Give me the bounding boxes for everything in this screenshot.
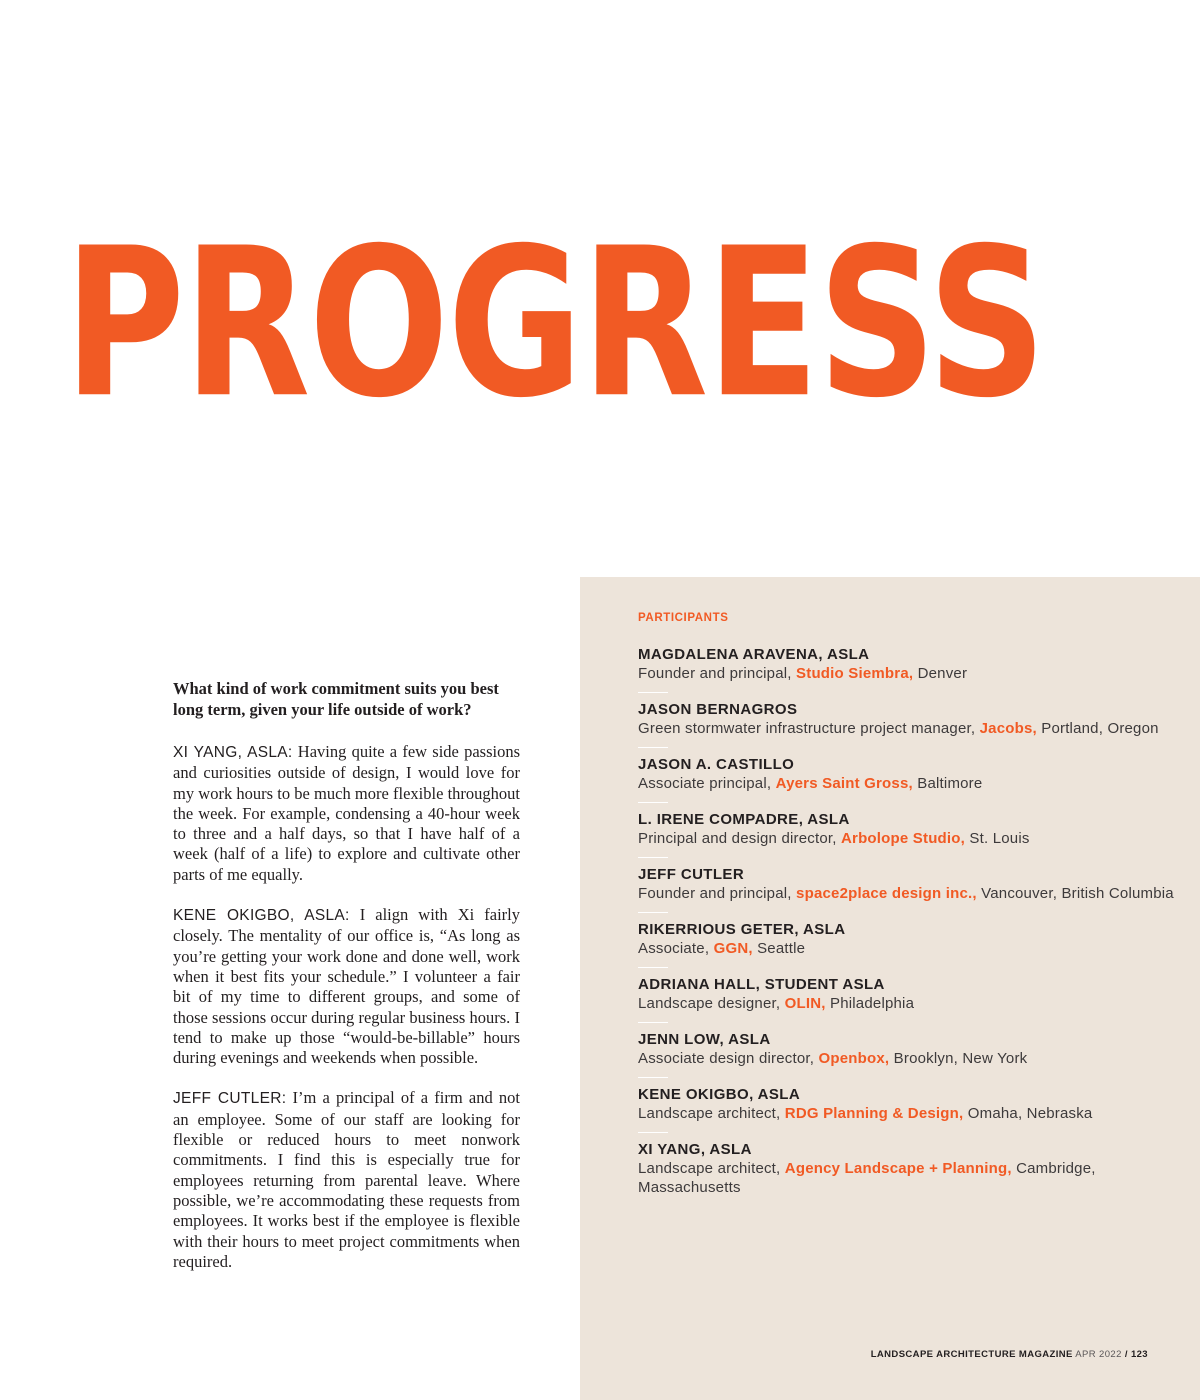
participant-firm: GGN, [713,940,753,957]
participant-name: L. IRENE COMPADRE, ASLA [638,811,850,828]
participant-name: JASON BERNAGROS [638,701,798,718]
participant-name: MAGDALENA ARAVENA, ASLA [638,646,870,663]
divider [638,912,668,913]
divider [638,1132,668,1133]
answer-text: I align with Xi fairly closely. The mentality of our office is, “As long as you’re getting your work done and done well, work when it best fits your schedule.” I volunteer a fair bit of my time to different groups, and some of those sessions occur during regular business hours. I tend to make up those “would-be-billable” hours during evenings and weekends when possible. [173,905,520,1068]
participant-name: ADRIANA HALL, STUDENT ASLA [638,976,885,993]
issue-date: APR 2022 [1075,1349,1122,1360]
participant-location: Brooklyn, New York [893,1050,1028,1067]
page-footer [871,1349,1148,1360]
participant-firm: RDG Planning & Design, [784,1105,964,1122]
participants-list [638,646,1178,1197]
participant-entry [638,1077,1178,1123]
article-body [173,678,520,1292]
participant-firm: Arbolope Studio, [841,830,966,847]
participant-entry [638,692,1178,738]
participant-description [638,1049,1178,1068]
divider [638,802,668,803]
divider [638,747,668,748]
participant-description [638,884,1178,903]
participant-location: Baltimore [917,775,983,792]
participant-description [638,719,1178,738]
participant-description [638,829,1178,848]
participant-entry [638,1022,1178,1068]
participant-location: Denver [917,665,968,682]
participant-name: JEFF CUTLER [638,866,745,883]
participant-role: Associate, [638,940,710,957]
answer-paragraph [173,1088,520,1272]
participant-firm: space2place design inc., [796,885,977,902]
participant-entry [638,967,1178,1013]
participant-description [638,1159,1178,1197]
participant-name: JENN LOW, ASLA [638,1031,771,1048]
participant-location: Vancouver, British Columbia [981,885,1174,902]
participant-firm: Openbox, [818,1050,890,1067]
divider [638,967,668,968]
participant-entry [638,1132,1178,1197]
participant-description [638,664,1178,683]
answer-paragraph [173,905,520,1068]
participant-location: St. Louis [969,830,1030,847]
divider [638,857,668,858]
divider [638,1022,668,1023]
divider [638,692,668,693]
answer-text: Having quite a few side passions and curiosities outside of design, I would love for my work hours to be much more flexible throughout the week. For example, condensing a 40-hour week to three and a half days, so that I have half of a week (half of a life) to explore and cultivate other parts of me equally. [173,742,521,884]
participant-location: Portland, Oregon [1041,720,1159,737]
participant-role: Associate principal, [638,775,772,792]
participant-location: Cambridge, Massachusetts [638,1160,1096,1196]
participant-description [638,994,1178,1013]
speaker-name: XI YANG, ASLA: [173,744,293,761]
headline: PROGRESS [64,204,1045,444]
participant-role: Landscape architect, [638,1160,781,1177]
participant-role: Landscape architect, [638,1105,781,1122]
participant-firm: Jacobs, [979,720,1037,737]
participant-description [638,774,1178,793]
participant-name: JASON A. CASTILLO [638,756,795,773]
participants-panel [580,577,1200,1400]
participant-role: Founder and principal, [638,665,792,682]
participant-firm: Agency Landscape + Planning, [784,1160,1012,1177]
participant-role: Associate design director, [638,1050,815,1067]
participant-location: Philadelphia [830,995,915,1012]
participant-role: Founder and principal, [638,885,792,902]
participants-label: PARTICIPANTS [638,612,729,624]
participant-location: Omaha, Nebraska [967,1105,1093,1122]
participant-description [638,1104,1178,1123]
participant-firm: Ayers Saint Gross, [775,775,913,792]
speaker-name: KENE OKIGBO, ASLA: [173,907,350,925]
participant-name: RIKERRIOUS GETER, ASLA [638,921,846,938]
participant-location: Seattle [757,940,806,957]
participant-firm: OLIN, [784,995,826,1012]
participant-role: Green stormwater infrastructure project manager, [638,720,976,737]
participant-entry [638,857,1178,903]
page-number: 123 [1130,1349,1148,1360]
participant-entry [638,646,1178,683]
answer-paragraph [173,742,520,885]
interview-question: What kind of work commitment suits you best long term, given your life outside of work? [173,679,499,719]
participant-role: Principal and design director, [638,830,837,847]
participant-entry [638,912,1178,958]
divider [638,1077,668,1078]
participant-role: Landscape designer, [638,995,781,1012]
footer-separator: / [1124,1349,1128,1360]
participant-name: KENE OKIGBO, ASLA [638,1086,801,1103]
magazine-name: LANDSCAPE ARCHITECTURE MAGAZINE [870,1349,1073,1360]
participant-firm: Studio Siembra, [796,665,914,682]
participant-name: XI YANG, ASLA [638,1141,752,1158]
participant-entry [638,802,1178,848]
answer-text: I’m a principal of a firm and not an employee. Some of our staff are looking for flexible or reduced hours to meet nonwork commitments. I find this is especially true for employees returning from parental leave. Where possible, we’re accommodating these requests from employees. It works best if the employee is flexible with their hours to meet project commitments when required. [173,1088,520,1271]
speaker-name: JEFF CUTLER: [173,1090,287,1108]
participant-entry [638,747,1178,793]
participant-description [638,939,1178,958]
